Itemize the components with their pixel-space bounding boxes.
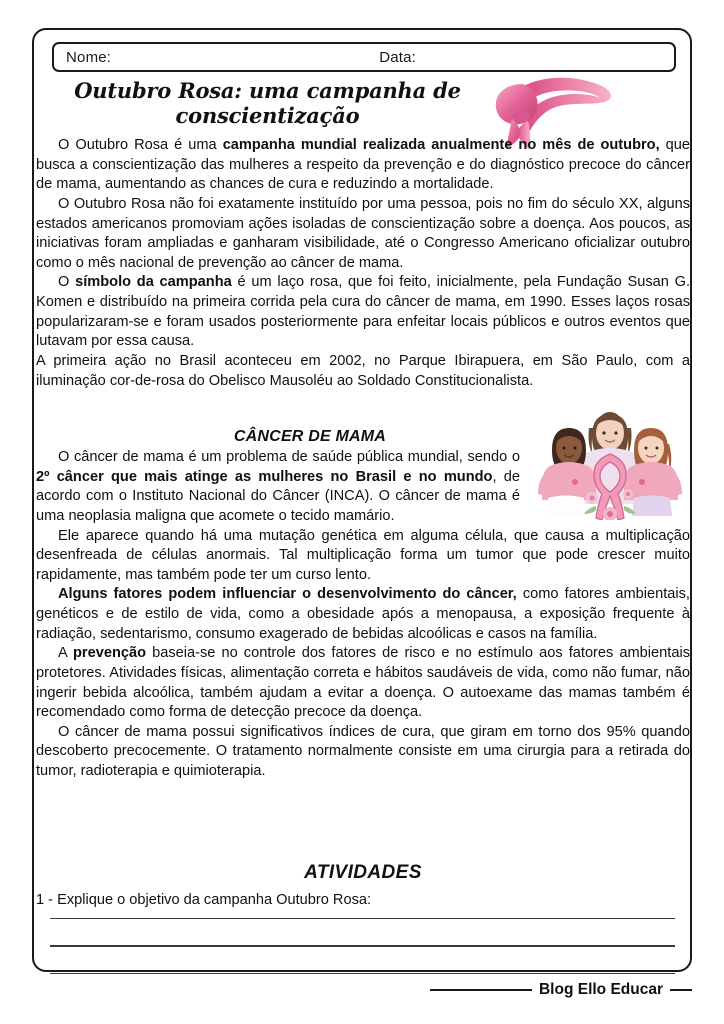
paragraph-1 [36, 136, 690, 195]
section-paragraph-3 [36, 585, 690, 644]
activities-heading: ATIVIDADES [304, 862, 422, 883]
footer-brand [430, 980, 692, 1000]
paragraph-3-lead: O [58, 274, 76, 291]
section-paragraph-1-lead: O câncer de mama é um problema de saúde pública mundial, sendo o [58, 449, 520, 465]
paragraph-2: O Outubro Rosa não foi exatamente instituído por uma pessoa, pois no fim do século XX, alguns estados americanos promoviam ações isoladas de conscientização sobre a doença. Aos poucos, as iniciativas foram ampliadas e ganharam visibilidade, até o Congresso Americano oficializar outubro como o mês nacional de prevenção ao câncer de mama. [36, 195, 690, 271]
section-paragraph-4 [36, 644, 690, 723]
paragraph-4: A primeira ação no Brasil aconteceu em 2002, no Parque Ibirapuera, em São Paulo, com a iluminação cor-de-rosa do Obelisco Mausoléu ao Soldado Constitucionalista. [36, 352, 690, 389]
section-paragraph-1-bold: 2º câncer que mais atinge as mulheres no Brasil e no mundo [36, 468, 493, 485]
answer-line[interactable] [50, 973, 675, 974]
question-1: 1 - Explique o objetivo da campanha Outubro Rosa: [36, 892, 372, 908]
section-paragraph-3-rest: como fatores ambientais, genéticos e de estilo de vida, como a obesidade após a menopausa, a exposição frequente à radiação, sedentarismo, consumo exagerado de bebidas alcoólicas e casos na família. [36, 586, 690, 642]
paragraph-3-bold: símbolo da campanha [75, 274, 232, 291]
section-paragraph-5: O câncer de mama possui significativos índices de cura, que giram em torno dos 95% quando descoberto precocemente. O tratamento normalmente consiste em uma cirurgia para a retirada do tumor, radioterapia e quimioterapia. [36, 723, 690, 779]
section-paragraph-1-rest: , de acordo com o Instituto Nacional do Câncer (INCA). O câncer de mama é uma neoplasia maligna que acomete o tecido mamário. [36, 468, 520, 524]
paragraph-1-bold: campanha mundial realizada anualmente no mês de outubro, [222, 137, 660, 153]
paragraph-1-lead: O Outubro Rosa é uma [58, 137, 223, 153]
section-paragraph-2: Ele aparece quando há uma mutação genética em alguma célula, que causa a multiplicação desenfreada de células anormais. Tal multiplicação forma um tumor que pode crescer muito rapidamente, mas também pode ter um curso lento. [36, 527, 690, 583]
section-paragraph-3-bold: Alguns fatores podem influenciar o desenvolvimento do câncer, [58, 586, 517, 603]
section-heading: CÂNCER DE MAMA [233, 428, 387, 445]
answer-line[interactable] [50, 918, 675, 919]
section-paragraph-4-rest: baseia-se no controle dos fatores de risco e no estímulo aos fatores ambientais protetores. Atividades físicas, alimentação correta e hábitos saudáveis de vida, como não fumar, não ingerir bebida alcoólica, também ajudam a evitar a doença. O autoexame das mamas também é recomendado como forma de detecção precoce da doença. [36, 645, 690, 721]
footer-rule-right [670, 989, 692, 992]
page-title: Outubro Rosa: uma campanha de conscientização [74, 78, 461, 128]
section-paragraph-4-bold: prevenção [73, 645, 147, 662]
data-label: Data: [379, 48, 417, 66]
section-paragraph-4-lead: A [58, 645, 74, 662]
footer-brand-text: Blog Ello Educar [538, 981, 663, 998]
nome-label: Nome: [66, 48, 112, 66]
paragraph-1-rest: que busca a conscientização das mulheres a respeito da prevenção e do diagnóstico precoce do câncer de mama, aumentando as chances de cura e reduzindo a mortalidade. [36, 137, 691, 193]
three-women-with-pink-ribbon-illustration [530, 402, 690, 520]
footer-rule-left [430, 989, 532, 992]
name-date-box[interactable] [52, 42, 676, 72]
paragraph-3-rest: é um laço rosa, que foi feito, inicialmente, pela Fundação Susan G. Komen e distribuído na primeira corrida pela cura do câncer de mama, em 1990. Esses laços rosas popularizaram-se e foram usados posteriormente para enfeitar locais públicos e outros eventos que lutavam por essa causa. [36, 274, 690, 350]
cancer-section [36, 428, 690, 782]
intro-paragraphs [36, 136, 690, 391]
answer-line[interactable] [50, 945, 675, 946]
paragraph-3 [36, 273, 690, 352]
